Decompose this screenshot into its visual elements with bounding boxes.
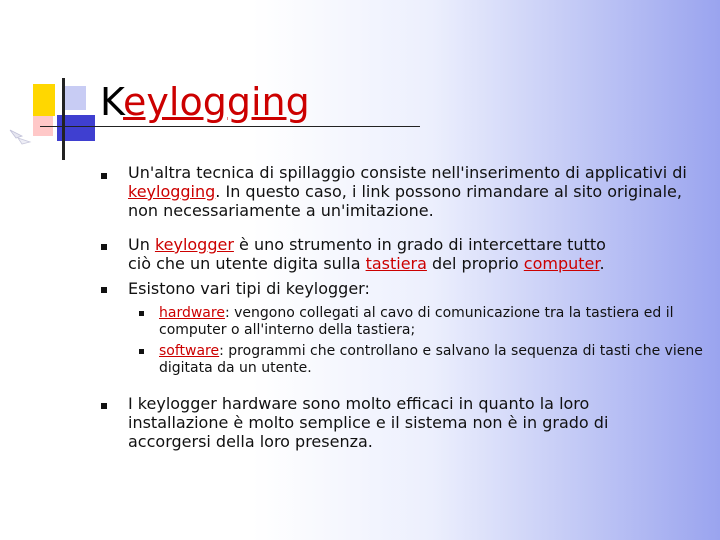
bullet-keylogger-definition xyxy=(128,235,628,273)
decor-square-lightblue xyxy=(64,86,86,110)
sub-bullet-marker xyxy=(139,349,144,354)
link-keylogger[interactable]: keylogger xyxy=(154,235,234,254)
text-segment: . In questo caso, i link possono rimandare al sito originale, non necessariamente a un'imitazione. xyxy=(128,182,682,220)
bullet-keylogger-types: Esistono vari tipi di keylogger: xyxy=(128,279,370,298)
decor-square-yellow xyxy=(33,84,55,116)
title-link[interactable]: eylogging xyxy=(123,80,310,124)
link-tastiera[interactable]: tastiera xyxy=(365,254,427,273)
bullet-marker xyxy=(101,244,107,250)
bullet-hardware-keylogger-efficacy: I keylogger hardware sono molto efficaci in quanto la loro installazione è molto semplice e il sistema non è in grado di accorgersi della loro presenza. xyxy=(128,394,609,451)
bullet-marker xyxy=(101,173,107,179)
text-segment: è uno strumento in grado di intercettare tutto ciò che un utente digita sulla xyxy=(128,235,606,273)
link-software[interactable]: software xyxy=(159,343,220,359)
link-computer[interactable]: computer xyxy=(523,254,600,273)
text-segment: : programmi che controllano e salvano la sequenza di tasti che viene digitata da un utente. xyxy=(159,343,703,376)
sub-bullet-hardware xyxy=(159,305,709,339)
text-segment: del proprio xyxy=(426,254,524,273)
slide-title xyxy=(100,78,310,126)
decor-corner-glyph xyxy=(8,128,34,146)
bullet-keylogging-intro xyxy=(128,163,708,220)
sub-bullet-software xyxy=(159,343,709,377)
text-segment: Un'altra tecnica di spillaggio consiste nell'inserimento di applicativi di xyxy=(128,163,687,182)
text-segment: . xyxy=(599,254,605,273)
link-keylogging[interactable]: keylogging xyxy=(128,182,216,201)
text-segment: : vengono collegati al cavo di comunicazione tra la tastiera ed il computer o all'interno della tastiera; xyxy=(159,305,674,338)
decor-vertical-line xyxy=(62,78,65,160)
bullet-marker xyxy=(101,403,107,409)
bullet-marker xyxy=(101,287,107,293)
link-hardware[interactable]: hardware xyxy=(159,305,225,321)
text-segment: Un xyxy=(128,235,155,254)
title-first-letter: K xyxy=(100,80,124,124)
sub-bullet-marker xyxy=(139,311,144,316)
decor-title-rule xyxy=(40,126,420,127)
